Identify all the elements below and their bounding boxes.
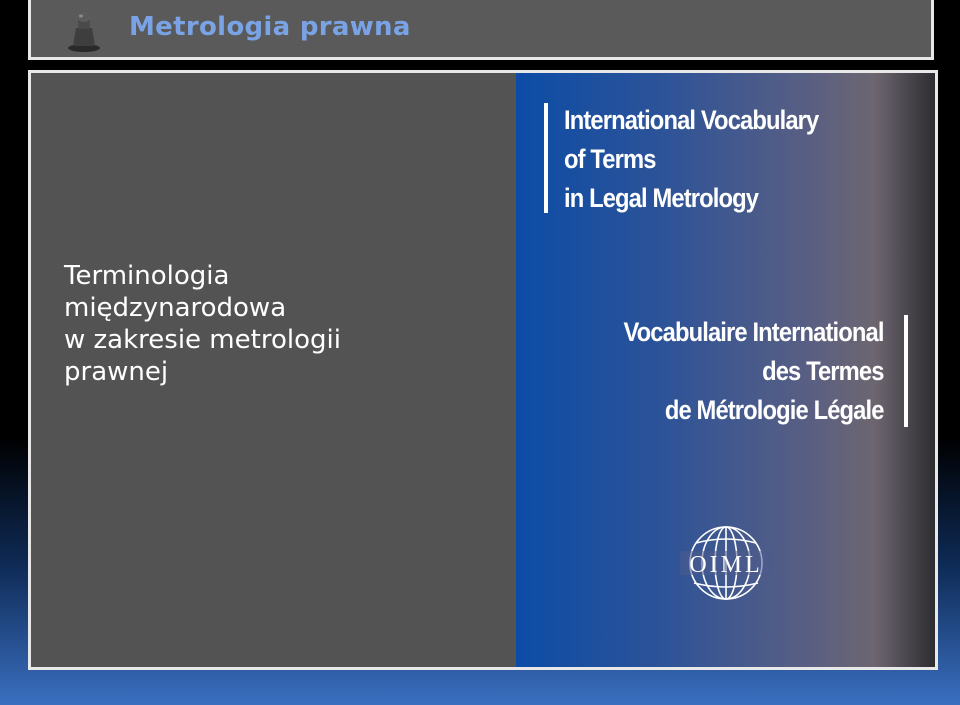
- cover-line: in Legal Metrology: [564, 183, 759, 213]
- body-line: międzynarodowa: [64, 293, 287, 323]
- book-cover-image: [516, 73, 938, 670]
- cover-english-title: [564, 101, 818, 218]
- title-bar: [28, 0, 934, 60]
- page-title: Metrologia prawna: [129, 12, 411, 42]
- body-text: [64, 260, 341, 388]
- oiml-logo: [676, 521, 776, 605]
- body-line: prawnej: [64, 357, 169, 387]
- cover-french-title: [624, 313, 884, 430]
- weight-icon: [67, 8, 101, 52]
- oiml-logo-text: OIML: [689, 552, 763, 578]
- cover-divider: [544, 103, 548, 213]
- body-line: w zakresie metrologii: [64, 325, 341, 355]
- cover-line: des Termes: [762, 356, 884, 386]
- cover-line: of Terms: [564, 144, 656, 174]
- cover-line: de Métrologie Légale: [665, 395, 884, 425]
- cover-divider: [904, 315, 908, 427]
- content-frame: [28, 70, 938, 670]
- cover-line: Vocabulaire International: [623, 317, 884, 347]
- body-line: Terminologia: [64, 261, 230, 291]
- cover-line: International Vocabulary: [564, 105, 819, 135]
